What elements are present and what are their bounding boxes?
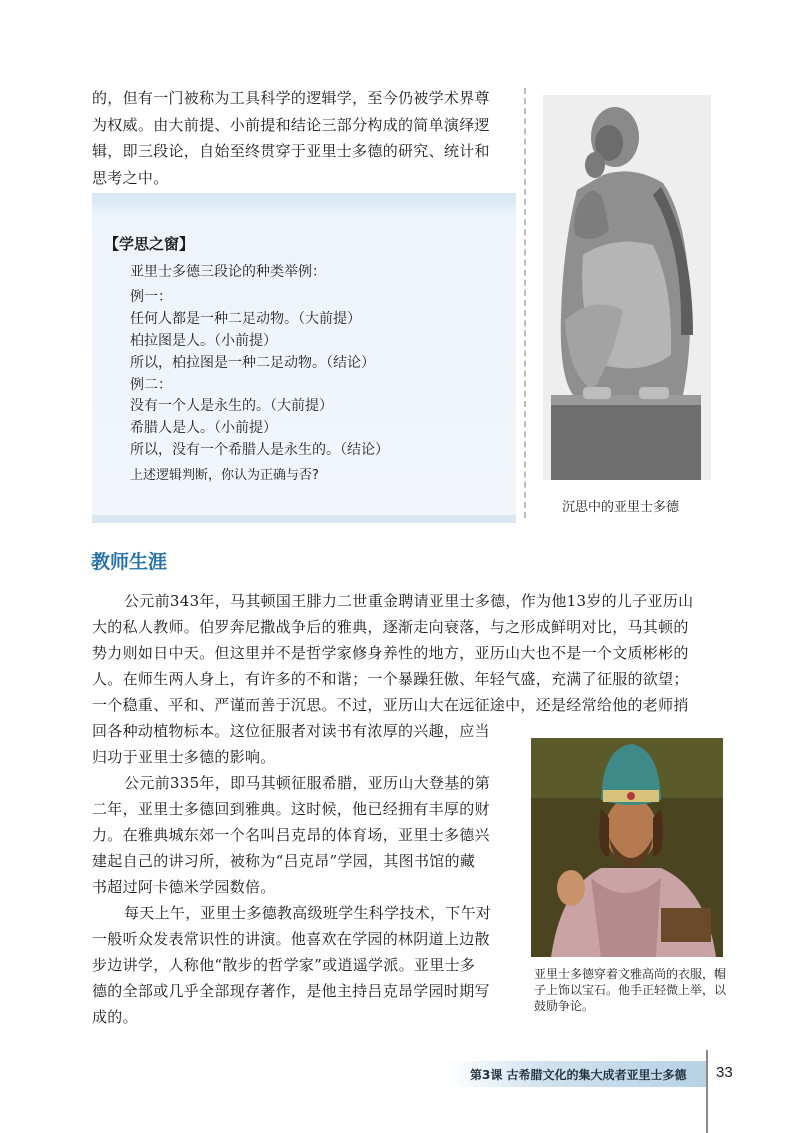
lesson-title: 第3课 古希腊文化的集大成者亚里士多德 bbox=[470, 1068, 687, 1082]
example-line: 柏拉图是人。（小前提） bbox=[130, 333, 277, 349]
question-line: 上述逻辑判断，你认为正确与否? bbox=[130, 468, 319, 483]
body-line: 书超过阿卡德米学园数倍。 bbox=[92, 878, 276, 896]
footer-divider bbox=[706, 1050, 708, 1133]
body-line: 成的。 bbox=[92, 1008, 138, 1026]
body-line: 步边讲学，人称他“散步的哲学家”或逍遥学派。亚里士多 bbox=[92, 956, 476, 974]
body-line: 每天上午，亚里士多德教高级班学生科学技术，下午对 bbox=[124, 904, 492, 922]
statue-illustration bbox=[543, 95, 711, 480]
page-number: 33 bbox=[716, 1064, 733, 1081]
aristotle-portrait-image bbox=[531, 738, 723, 957]
body-line: 德的全部或几乎全部现存著作，是他主持吕克昂学园时期写 bbox=[92, 982, 490, 1000]
caption-line: 鼓励争论。 bbox=[534, 999, 595, 1013]
caption-line: 亚里士多德穿着文雅高尚的衣服，帽 bbox=[534, 967, 727, 981]
example-line: 任何人都是一种二足动物。（大前提） bbox=[130, 311, 361, 327]
paragraph-line: 为权威。由大前提、小前提和结论三部分构成的简单演绎逻 bbox=[92, 116, 490, 134]
body-line: 归功于亚里士多德的影响。 bbox=[92, 748, 276, 766]
body-line: 建起自己的讲习所，被称为“吕克昂”学园，其图书馆的藏 bbox=[92, 852, 476, 870]
body-line: 一个稳重、平和、严谨而善于沉思。不过，亚历山大在远征途中，还是经常给他的老师捎 bbox=[92, 696, 689, 714]
paragraph-line: 思考之中。 bbox=[92, 169, 169, 187]
body-line: 力。在雅典城东郊一个名叫吕克昂的体育场，亚里士多德兴 bbox=[92, 826, 490, 844]
portrait-illustration bbox=[531, 738, 723, 957]
example-line: 希腊人是人。（小前提） bbox=[130, 420, 277, 436]
body-line: 势力则如日中天。但这里并不是哲学家修身养性的地方，亚历山大也不是一个文质彬彬的 bbox=[92, 644, 689, 662]
example-line: 例一： bbox=[130, 289, 172, 305]
body-line: 公元前343年，马其顿国王腓力二世重金聘请亚里士多德，作为他13岁的儿子亚历山 bbox=[124, 592, 694, 610]
statue-caption: 沉思中的亚里士多德 bbox=[562, 500, 680, 515]
body-line: 大的私人教师。伯罗奔尼撒战争后的雅典，逐渐走向衰落，与之形成鲜明对比，马其顿的 bbox=[92, 618, 689, 636]
example-line: 例二： bbox=[130, 377, 172, 393]
portrait-caption bbox=[534, 966, 734, 1014]
body-line: 人。在师生两人身上，有许多的不和谐；一个暴躁狂傲、年轻气盛，充满了征服的欲望； bbox=[92, 670, 689, 688]
example-line: 所以，没有一个希腊人是永生的。（结论） bbox=[130, 442, 389, 458]
paragraph-line: 的，但有一门被称为工具科学的逻辑学，至今仍被学术界尊 bbox=[92, 89, 490, 107]
example-line: 亚里士多德三段论的种类举例： bbox=[130, 264, 326, 280]
example-line: 所以，柏拉图是一种二足动物。（结论） bbox=[130, 355, 375, 371]
body-line: 一般听众发表常识性的讲演。他喜欢在学园的林阴道上边散 bbox=[92, 930, 490, 948]
body-line: 二年，亚里士多德回到雅典。这时候，他已经拥有丰厚的财 bbox=[92, 800, 490, 818]
caption-line: 子上饰以宝石。他手正轻微上举，以 bbox=[534, 983, 727, 997]
study-window-box bbox=[92, 193, 516, 523]
body-line: 回各种动植物标本。这位征服者对读书有浓厚的兴趣，应当 bbox=[92, 722, 490, 740]
paragraph-line: 辑，即三段论，自始至终贯穿于亚里士多德的研究、统计和 bbox=[92, 142, 490, 160]
section-heading: 教师生涯 bbox=[91, 551, 168, 573]
example-line: 没有一个人是永生的。（大前提） bbox=[130, 398, 333, 414]
body-line: 公元前335年，即马其顿征服希腊，亚历山大登基的第 bbox=[124, 774, 491, 792]
study-window-title: 【学思之窗】 bbox=[104, 235, 195, 253]
aristotle-statue-image bbox=[543, 95, 711, 480]
column-divider bbox=[524, 88, 526, 518]
